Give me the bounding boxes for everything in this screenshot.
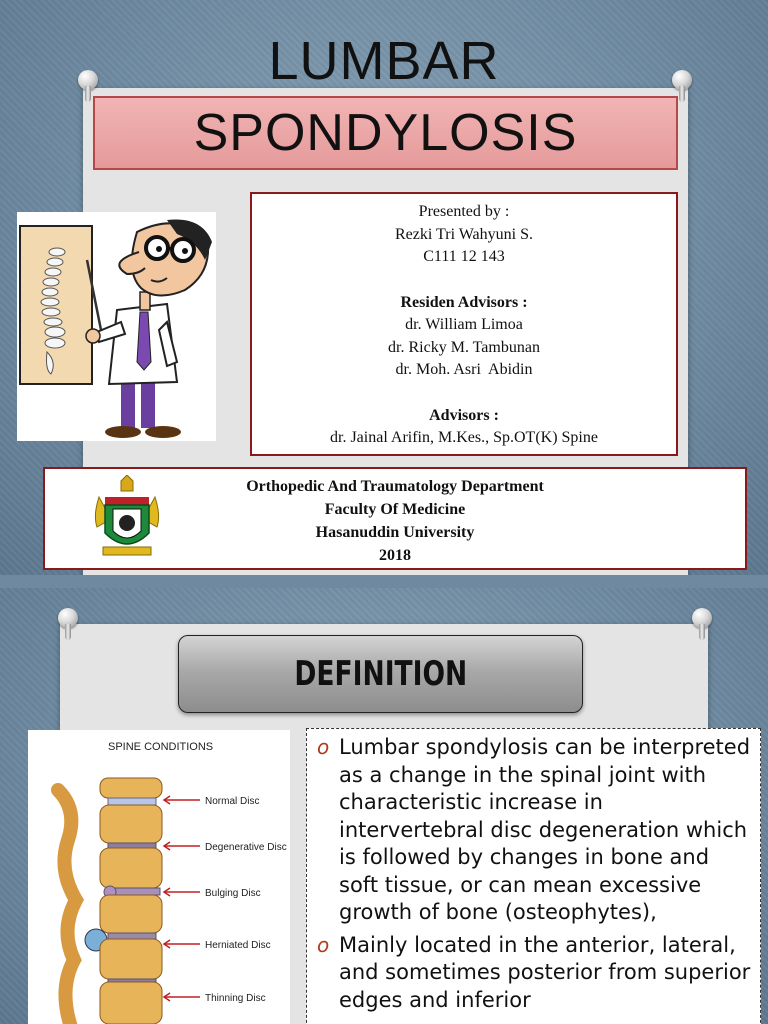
title-line-1: LUMBAR — [268, 31, 500, 91]
bullet-text: Lumbar spondylosis can be interpreted as a change in the spinal joint with characteristic increase in intervertebral disc degeneration which is followed by changes in bone and soft tissue, or can mean excessive growth of bone (osteophytes), — [339, 735, 751, 924]
definition-bullet — [317, 734, 754, 927]
definition-heading-banner — [178, 635, 583, 713]
residen-advisor: dr. Moh. Asri Abidin — [395, 361, 533, 378]
bullet-text: Mainly located in the anterior, lateral, and sometimes posterior from superior edges and inferior — [339, 932, 751, 1012]
figure-label: Normal Disc — [205, 796, 260, 807]
figure-label: Thinning Disc — [205, 993, 266, 1004]
spine-conditions-figure — [28, 730, 290, 1024]
advisor: dr. Jainal Arifin, M.Kes., Sp.OT(K) Spine — [330, 429, 598, 446]
presenter-info-box — [250, 192, 678, 456]
doctor-cartoon-illustration — [17, 212, 216, 441]
advisors-heading: Advisors : — [429, 406, 499, 424]
figure-label: Herniated Disc — [205, 940, 271, 951]
definition-slide — [0, 588, 768, 1024]
residen-advisors-heading: Residen Advisors : — [400, 293, 528, 311]
residen-advisor: dr. William Limoa — [405, 316, 523, 333]
residen-advisor: dr. Ricky M. Tambunan — [388, 338, 540, 356]
title-band — [93, 96, 678, 170]
department-line-2: Faculty Of Medicine — [324, 501, 466, 518]
figure-label: Degenerative Disc — [205, 842, 287, 853]
figure-title: SPINE CONDITIONS — [108, 741, 214, 753]
definition-heading: DEFINITION — [294, 654, 467, 694]
definition-bullet — [317, 932, 754, 1015]
presented-by-heading: Presented by : — [418, 203, 510, 220]
department-line-3: Hasanuddin University — [315, 524, 475, 541]
pushpin-icon — [690, 608, 714, 642]
university-crest-icon — [91, 475, 163, 563]
department-box — [43, 467, 747, 570]
department-text — [205, 475, 585, 567]
department-line-1: Orthopedic And Traumatology Department — [246, 478, 544, 495]
title-line-2: SPONDYLOSIS — [193, 104, 578, 162]
presenter-name: Rezki Tri Wahyuni S. — [395, 225, 533, 243]
presenter-id: C111 12 143 — [423, 248, 505, 265]
department-year: 2018 — [379, 547, 411, 564]
bullet-marker-icon: o — [317, 735, 330, 759]
pushpin-icon — [56, 608, 80, 642]
definition-text-box — [306, 728, 761, 1024]
figure-label: Bulging Disc — [205, 888, 261, 899]
bullet-marker-icon: o — [317, 932, 330, 957]
